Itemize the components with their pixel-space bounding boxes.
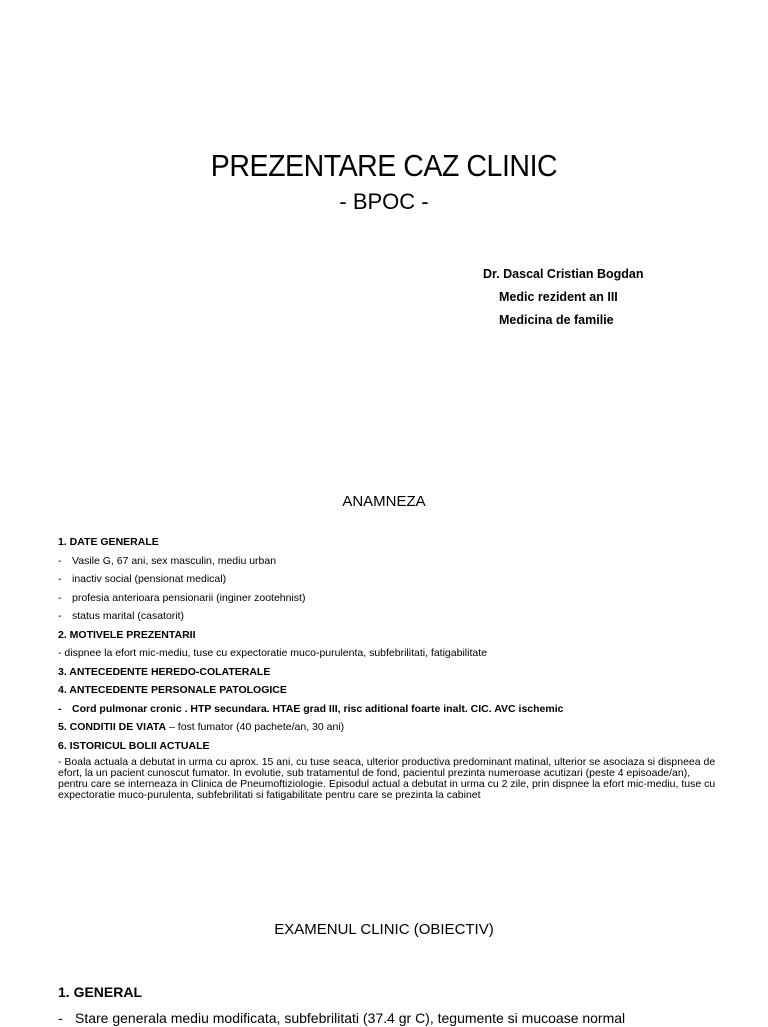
anamneza-body	[58, 533, 718, 801]
examen-body	[58, 983, 738, 1027]
list-item: - profesia anterioara pensionarii (inginer zootehnist)	[58, 591, 306, 604]
istoric-text: - Boala actuala a debutat in urma cu aprox. 15 ani, cu tuse seaca, ulterior productiva predominant matinal, ulterior se asociaza si dispneea de efort, la un pacient cunoscut fumator. In evolutie, sub tratamentul de fond, pacientul prezinta numeroase acutizari (peste 4 episoade/an), pentru care se interneaza in Clinica de Pneumoftiziologie. Episodul actual a debutat in urma cu 2 zile, prin dispnee la efort mic-mediu, tuse cu expectoratie muco-purulenta, subfebrilitati si fatigabilitate pentru care se prezinta la cabinet	[58, 756, 716, 801]
page-title: PREZENTARE CAZ CLINIC	[210, 148, 558, 183]
motive-heading: 2. MOTIVELE PREZENTARII	[58, 628, 196, 641]
list-item: - Vasile G, 67 ani, sex masculin, mediu urban	[58, 554, 277, 567]
examen-heading: EXAMENUL CLINIC (OBIECTIV)	[274, 921, 494, 938]
conditii-text: – fost fumator (40 pachete/an, 30 ani)	[166, 721, 345, 733]
ahc-heading: 3. ANTECEDENTE HEREDO-COLATERALE	[58, 665, 271, 678]
list-item: - inactiv social (pensionat medical)	[58, 573, 227, 585]
app-heading: 4. ANTECEDENTE PERSONALE PATOLOGICE	[58, 684, 287, 696]
conditii-line	[58, 718, 718, 737]
list-item: - status marital (casatorit)	[58, 610, 185, 622]
list-item: - Cord pulmonar cronic . HTP secundara. HTAE grad III, risc aditional foarte inalt. CIC. AVC ischemic	[58, 702, 564, 715]
author-specialty: Medicina de familie	[499, 313, 614, 327]
motive-text: - dispnee la efort mic-mediu, tuse cu expectoratie muco-purulenta, subfebrilitati, fatigabilitate	[58, 647, 487, 659]
general-heading: 1. GENERAL	[58, 984, 143, 1000]
istoric-heading: 6. ISTORICUL BOLII ACTUALE	[58, 739, 210, 752]
page-subtitle: - BPOC -	[339, 189, 429, 214]
date-generale-heading: 1. DATE GENERALE	[58, 536, 159, 548]
conditii-heading: 5. CONDITII DE VIATA	[58, 721, 167, 733]
list-item: - Stare generala mediu modificata, subfebrilitati (37.4 gr C), tegumente si mucoase normal	[58, 1010, 626, 1026]
author-name: Dr. Dascal Cristian Bogdan	[483, 267, 644, 281]
author-position: Medic rezident an III	[499, 290, 618, 304]
anamneza-heading: ANAMNEZA	[342, 493, 426, 510]
